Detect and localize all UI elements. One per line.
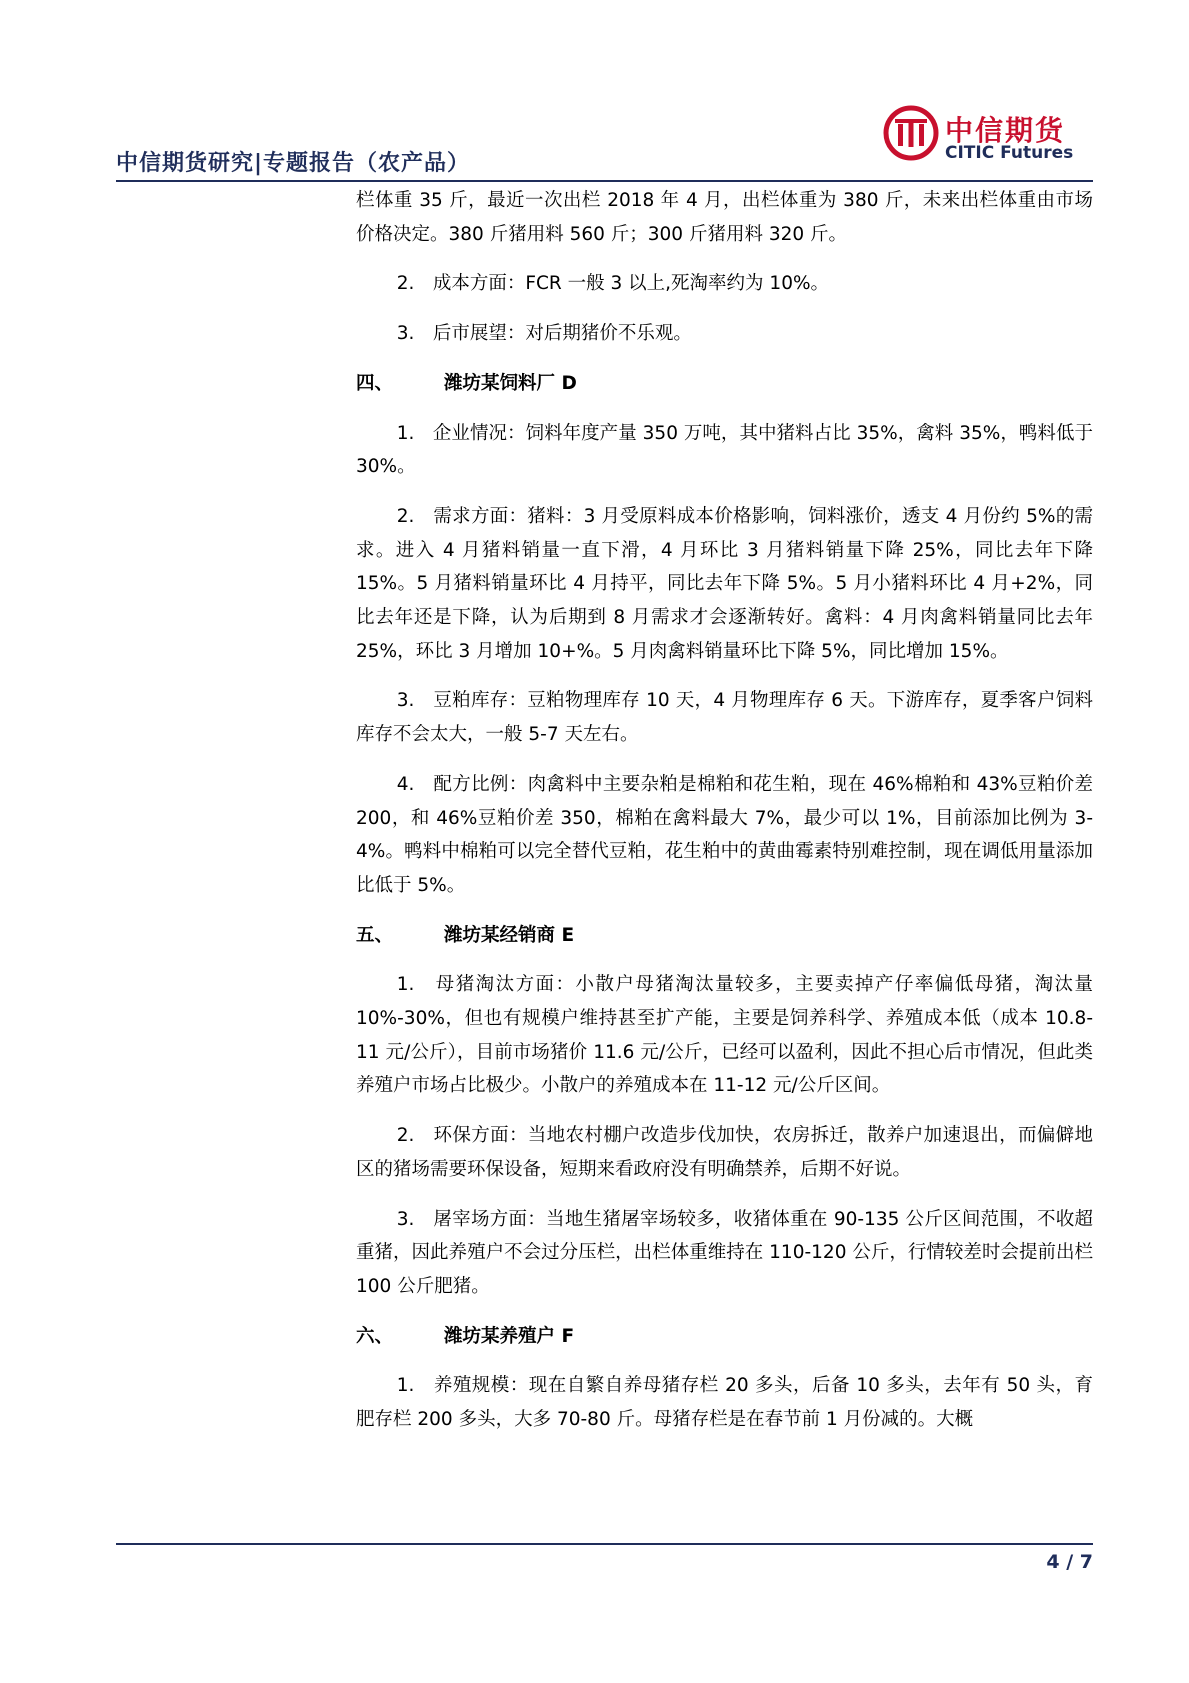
- section-heading-feed-mill-d: [356, 367, 1093, 401]
- paragraph-company-info: 1. 企业情况：饲料年度产量 350 万吨，其中猪料占比 35%，禽料 35%，鸭料低于 30%。: [356, 422, 1093, 478]
- section-title: 潍坊某养殖户 F: [444, 1325, 575, 1347]
- paragraph-continuation: 栏体重 35 斤，最近一次出栏 2018 年 4 月，出栏体重为 380 斤，未来出栏体重由市场价格决定。380 斤猪用料 560 斤；300 斤猪用料 320 斤。: [356, 190, 1093, 245]
- section-heading-dealer-e: [356, 919, 1093, 953]
- paragraph-formula-ratio: 4. 配方比例：肉禽料中主要杂粕是棉粕和花生粕，现在 46%棉粕和 43%豆粕价差 200，和 46%豆粕价差 350，棉粕在禽料最大 7%，最少可以 1%，目前添加比例为 3-4%。鸭料中棉粕可以完全替代豆粕，花生粕中的黄曲霉素特别难控制，现在调低用量添加比低于 5%。: [356, 773, 1093, 896]
- paragraph-demand: 2. 需求方面：猪料：3 月受原料成本价格影响，饲料涨价，透支 4 月份约 5%的需求。进入 4 月猪料销量一直下滑，4 月环比 3 月猪料销量下降 25%，同比去年下降 15%。5 月猪料销量环比 4 月持平，同比去年下降 5%。5 月小猪料环比 4 月+2%，同比去年还是下降，认为后期到 8 月需求才会逐渐转好。禽料：4 月肉禽料销量同比去年 25%，环比 3 月增加 10+%。5 月肉禽料销量环比下降 5%，同比增加 15%。: [356, 505, 1093, 662]
- paragraph-cost: 2. 成本方面：FCR 一般 3 以上,死淘率约为 10%。: [396, 273, 830, 295]
- section-heading-farmer-f: [356, 1320, 1093, 1354]
- citic-futures-logo: [883, 105, 1093, 165]
- paragraph-sow-culling: 1. 母猪淘汰方面：小散户母猪淘汰量较多，主要卖掉产仔率偏低母猪，淘汰量 10%-30%，但也有规模户维持甚至扩产能，主要是饲养科学、养殖成本低（成本 10.8-11 元/公斤），目前市场猪价 11.6 元/公斤，已经可以盈利，因此不担心后市情况，但此类养殖户市场占比极少。小散户的养殖成本在 11-12 元/公斤区间。: [356, 974, 1093, 1097]
- paragraph-slaughterhouse: 3. 屠宰场方面：当地生猪屠宰场较多，收猪体重在 90-135 公斤区间范围，不收超重猪，因此养殖户不会过分压栏，出栏体重维持在 110-120 公斤，行情较差时会提前出栏 100 公斤肥猪。: [356, 1208, 1093, 1297]
- paragraph-farm-scale: 1. 养殖规模：现在自繁自养母猪存栏 20 多头，后备 10 多头，去年有 50 头，育肥存栏 200 多头，大多 70-80 斤。母猪存栏是在春节前 1 月份减的。大概: [356, 1375, 1093, 1431]
- page-number: 4 / 7: [1046, 1551, 1093, 1573]
- section-number: 六、: [356, 1325, 394, 1347]
- report-header-title: 中信期货研究|专题报告（农产品）: [116, 151, 471, 176]
- section-number: 五、: [356, 924, 394, 946]
- logo-chinese-text: 中信期货: [945, 114, 1066, 147]
- section-title: 潍坊某经销商 E: [444, 924, 575, 946]
- report-body: [356, 184, 1093, 1453]
- section-title: 潍坊某饲料厂 D: [444, 372, 577, 394]
- paragraph-environment: 2. 环保方面：当地农村棚户改造步伐加快，农房拆迁，散养户加速退出，而偏僻地区的猪场需要环保设备，短期来看政府没有明确禁养，后期不好说。: [356, 1125, 1093, 1180]
- section-number: 四、: [356, 372, 394, 394]
- paragraph-soymeal-inventory: 3. 豆粕库存：豆粕物理库存 10 天，4 月物理库存 6 天。下游库存，夏季客户饲料库存不会太大，一般 5-7 天左右。: [356, 690, 1093, 746]
- citic-logo-icon: [883, 105, 939, 161]
- logo-english-text: CITIC Futures: [945, 143, 1074, 163]
- header-divider: [116, 180, 1093, 182]
- footer-divider: [116, 1543, 1093, 1545]
- paragraph-outlook: 3. 后市展望：对后期猪价不乐观。: [396, 323, 692, 345]
